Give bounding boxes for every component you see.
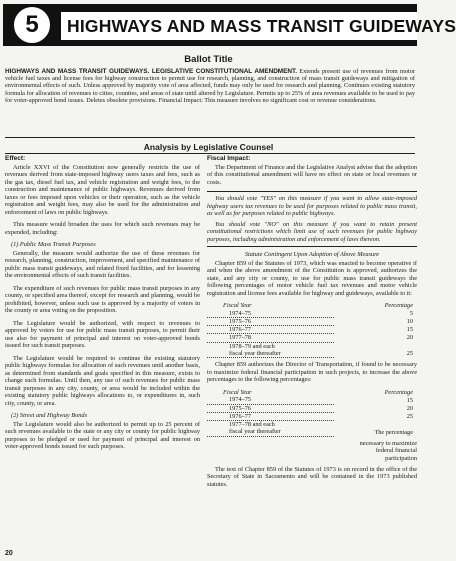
effect-heading: Effect: [5, 155, 26, 162]
table-cell: 1978–79 and each [229, 342, 275, 350]
table-cell: 1974–75 [207, 396, 334, 404]
measure-title: HIGHWAYS AND MASS TRANSIT GUIDEWAYS [67, 15, 456, 36]
table-cell: 15 [406, 396, 413, 404]
table-cell: 25 [406, 412, 413, 420]
table-row [207, 350, 417, 358]
measure-title-bar [61, 10, 456, 42]
table-column-header: Fiscal Year [223, 388, 252, 396]
vote-yes-text: You should vote "YES" on this measure if you want to allow state-imposed highway users tax revenues to be used for purposes related to public mass transit, as well as for purposes related to public highways. [207, 195, 417, 217]
measure-header [3, 4, 456, 46]
right-column [207, 155, 417, 535]
table-cell: 1976–77 [207, 412, 334, 420]
table-cell: 15 [406, 326, 413, 334]
effect-paragraph: The Legislature would also be authorized to permit up to 25 percent of such revenues available to the state or any city or county for public highway purposes to be pledged or used for payment of principal and interest on voter-approved bonds issued for such purposes. [5, 420, 200, 450]
table-cell: fiscal year thereafter [207, 428, 334, 436]
effect-paragraph: Article XXVI of the Constitution now generally restricts the use of revenues derived from state-imposed highway users taxes and fees, such as the gas tax, diesel fuel tax, and vehicle registration and weight fees, to the construction and maintenance of public highways. Revenues derived from taxes or fees imposed upon vehicles or their operation, such as the vehicle registration and weight fees, may also be used for the administration and enforcement of laws on public highways. [5, 163, 200, 216]
table-row [207, 421, 417, 429]
effect-paragraph: The expenditure of such revenues for public mass transit purposes in any county, or specified area thereof, except for research and planning, would be prohibited, however, unless such use is approved by a majority of voters in the county or area voting on the proposition. [5, 284, 200, 314]
fiscal-impact-heading: Fiscal Impact: [207, 155, 251, 162]
fiscal-impact-paragraph: The Department of Finance and the Legislative Analyst advise that the adoption of this constitutional amendment will have no effect on state or local revenues or costs. [207, 163, 417, 186]
vote-guidance-box [207, 191, 417, 247]
table-row [207, 396, 417, 404]
table-row [207, 404, 417, 412]
table-row [207, 334, 417, 342]
table-column-header: Percentage [384, 302, 413, 309]
ballot-title-heading: Ballot Title [184, 54, 233, 65]
table-note: participation [385, 454, 417, 462]
statute-paragraph: The text of Chapter 859 of the Statutes of 1973 is on record in the office of the Secretary of State in Sacramento and will be contained in the 1973 published statutes. [207, 465, 417, 488]
effect-paragraph: The Legislature would be authorized, with respect to revenues to approved by voters for use for public mass transit purposes, to permit their use also for payment of principal and interest on voter-approved bonds issued for such transit purposes. [5, 319, 200, 349]
measure-number-badge: 5 [12, 5, 52, 45]
table-row [207, 428, 417, 436]
section-divider [5, 153, 415, 154]
table-cell: 1974–75 [207, 310, 334, 318]
summary-text: Extends present use of revenues from motor vehicle fuel taxes and license fees for highway construction to permit use for research, planning, and construction of mass transit guideways and mitigation of environmental effects of such. Unless approved by majority vote of area affected, funds may only be used for research and planning. Continues existing statutory formula for allocation of revenues to cities, counties, and areas of state until altered by Legislature. Permits up to 25% of area revenues available to be used to pay for voter-approved bond issues. Deletes obsolete provisions. Financial Impact: This measure involves no significant cost or revenue considerations. [5, 68, 415, 104]
analysis-heading: Analysis by Legislative Counsel [143, 142, 274, 152]
table-header-row [207, 389, 417, 397]
statute-paragraph: Chapter 859 authorizes the Director of Transportation, if found to be necessary to maximize federal financial participation in such projects, to increase the above percentages to the following percentages: [207, 361, 417, 384]
statute-paragraph: Chapter 859 of the Statutes of 1973, which was enacted to become operative if and when the above amendment of the Constitution is approved, authorizes the state, and any city or county, to use for public mass transit guideways the following percentages of motor vehicle fuel tax revenues and motor vehicle registration and license fees available for highway and guideways, available to it: [207, 259, 417, 297]
table-column-header: Percentage [384, 388, 413, 396]
statute-heading: Statute Contingent Upon Adoption of Above Measure [244, 251, 380, 258]
table-row [207, 342, 417, 350]
table-cell: The percentage [374, 428, 413, 436]
ballot-summary [5, 68, 415, 134]
left-column [5, 155, 200, 549]
table-cell: 1975–76 [207, 404, 334, 412]
section-divider [5, 137, 415, 138]
table-row [207, 412, 417, 420]
table-row [207, 326, 417, 334]
effect-paragraph: This measure would broaden the uses for which such revenues may be expended, including: [5, 221, 200, 236]
table-cell: 1976–77 [207, 326, 334, 334]
subsection-heading: (1) Public Mass Transit Purposes [11, 241, 96, 248]
table-column-header: Fiscal Year [223, 302, 252, 309]
table-cell: 1977–78 and each [229, 421, 275, 429]
page-number: 20 [5, 550, 13, 557]
table-cell: 25 [406, 350, 413, 358]
vote-no-text: You should vote "NO" on this measure if you want to retain present constitutional restrictions which limit use of such revenues for public highway purposes, including administration and enforcement of laws thereon. [207, 220, 417, 243]
table-cell: 10 [406, 317, 413, 325]
table-cell [334, 421, 417, 429]
table-cell: 20 [406, 404, 413, 412]
percentage-table [207, 389, 417, 437]
table-header-row [207, 302, 417, 310]
table-row [207, 310, 417, 318]
effect-paragraph: The Legislature would be required to continue the existing statutory public highways formulas for allocation of such revenues until another basis, as determined from standards and goals specified in this measure, exists to change such formulas. Until then, any use of such revenues for public mass transit purposes in any city, county, or area would be included within the existing statutory public highways allocations to, or expenditures in, such city, county, or area. [5, 354, 200, 407]
table-note: necessary to maximize [359, 439, 417, 447]
effect-paragraph: Generally, the measure would authorize the use of these revenues for research, planning, construction, improvement, and specified maintenance of public mass transit guideways, and related fixed facilities, and for lessening the environmental effects of such transit facilities. [5, 249, 200, 279]
table-cell: 1977–78 [207, 334, 334, 342]
subsection-heading: (2) Street and Highway Bonds [11, 412, 88, 419]
table-row [207, 317, 417, 325]
table-note: federal financial [375, 447, 417, 455]
table-cell: 1975–76 [207, 317, 334, 325]
table-cell [334, 342, 417, 350]
summary-lead: HIGHWAYS AND MASS TRANSIT GUIDEWAYS. LEGISLATIVE CONSTITUTIONAL AMENDMENT. [5, 68, 297, 75]
table-cell: 5 [409, 309, 413, 317]
percentage-table [207, 302, 417, 358]
table-cell: fiscal year thereafter [207, 350, 334, 358]
table-cell: 20 [406, 334, 413, 342]
